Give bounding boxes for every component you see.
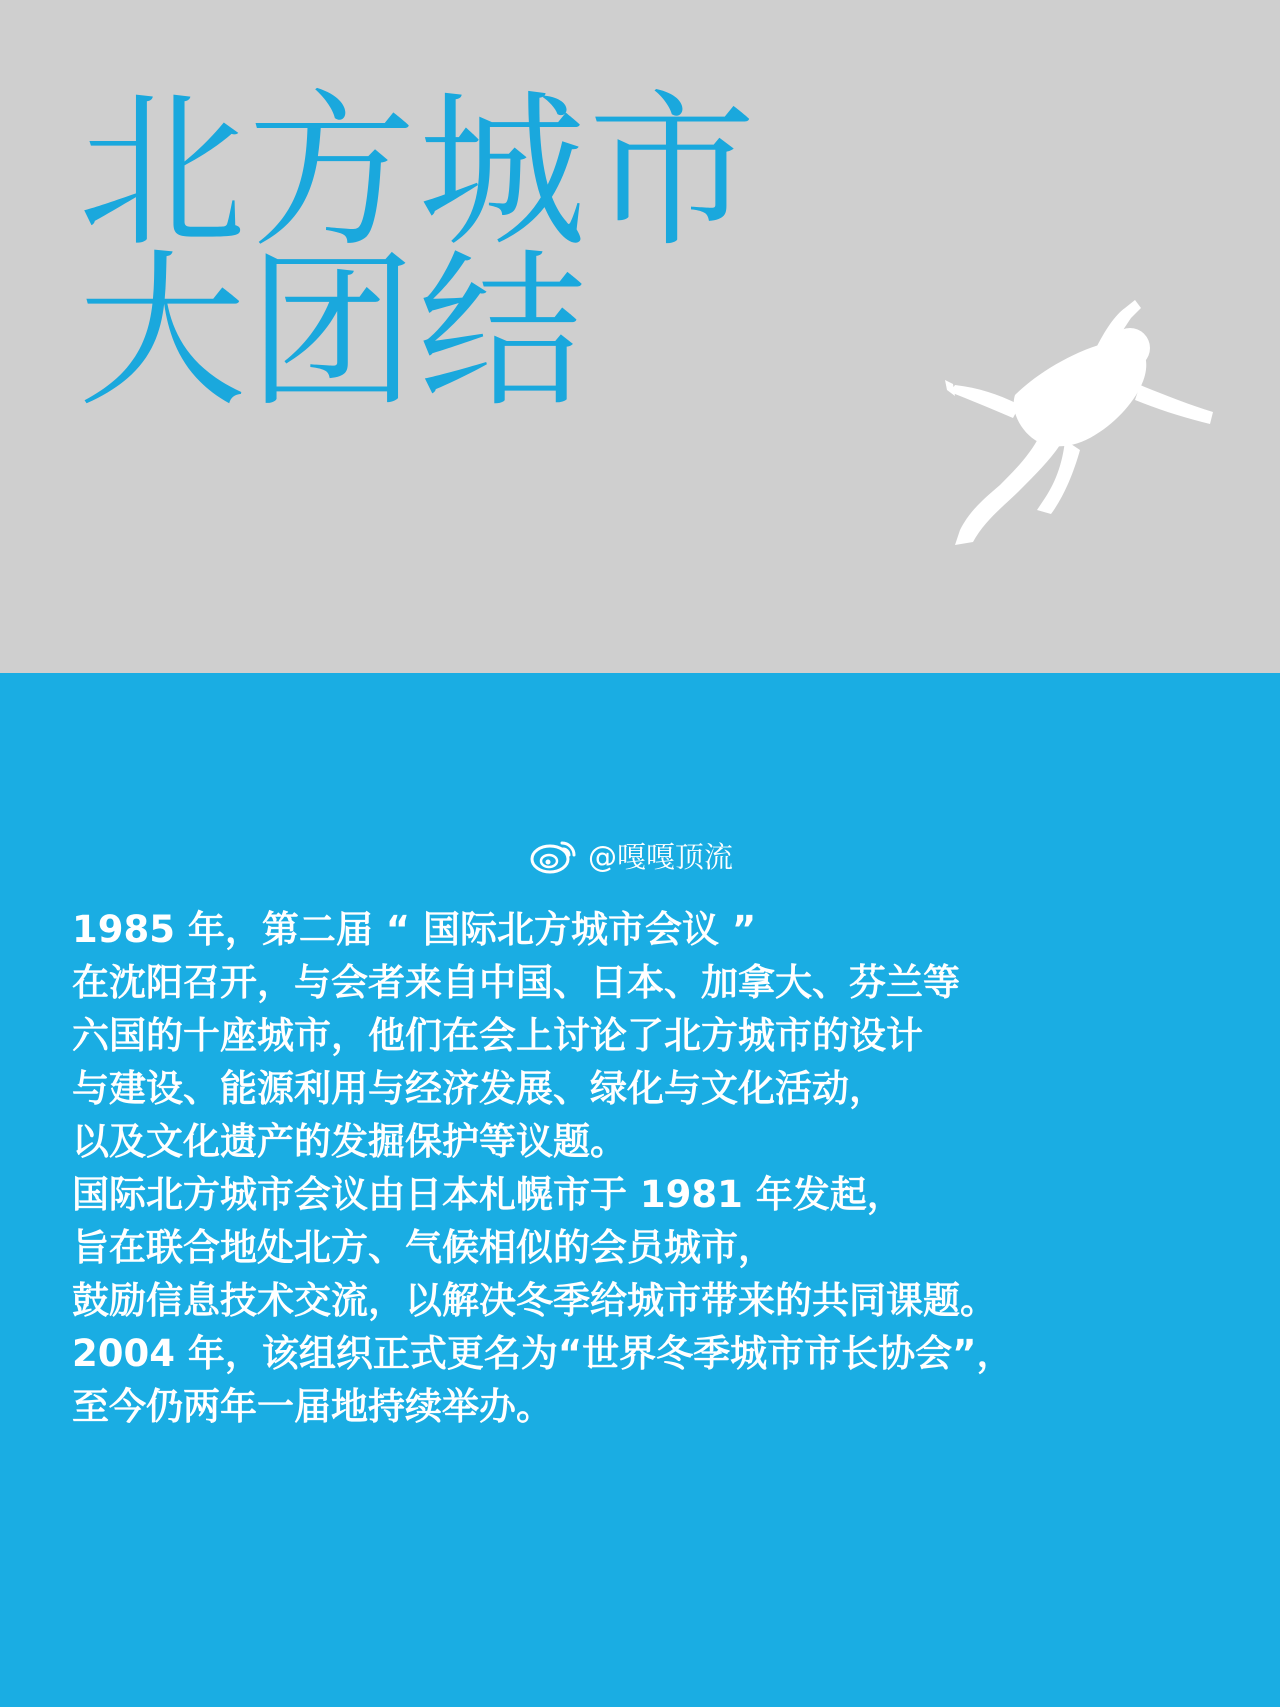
body-line: 与建设、能源利用与经济发展、绿化与文化活动， — [72, 1067, 886, 1110]
weibo-icon — [530, 835, 580, 875]
body-line: 鼓励信息技术交流，以解决冬季给城市带来的共同课题。 — [72, 1279, 997, 1322]
title-line-1: 北方城市 — [78, 74, 758, 270]
skater-silhouette-icon — [945, 300, 1215, 545]
body-line: 以及文化遗产的发掘保护等议题。 — [72, 1120, 627, 1163]
watermark — [530, 832, 733, 878]
watermark-text: @嘎嘎顶流 — [588, 839, 734, 874]
top-panel — [0, 0, 1280, 673]
body-line: 至今仍两年一届地持续举办。 — [72, 1385, 553, 1428]
body-paragraph — [72, 903, 1262, 1433]
body-line: 旨在联合地处北方、气候相似的会员城市， — [72, 1226, 775, 1269]
body-line: 在沈阳召开，与会者来自中国、日本、加拿大、芬兰等 — [72, 961, 960, 1004]
body-line: 1985 年，第二届 “ 国际北方城市会议 ” — [72, 908, 757, 951]
body-line: 2004 年，该组织正式更名为“世界冬季城市市长协会”， — [72, 1332, 1014, 1375]
body-line: 国际北方城市会议由日本札幌市于 1981 年发起， — [72, 1173, 904, 1216]
title-line-2: 大团结 — [78, 234, 588, 430]
body-line: 六国的十座城市，他们在会上讨论了北方城市的设计 — [72, 1014, 923, 1057]
